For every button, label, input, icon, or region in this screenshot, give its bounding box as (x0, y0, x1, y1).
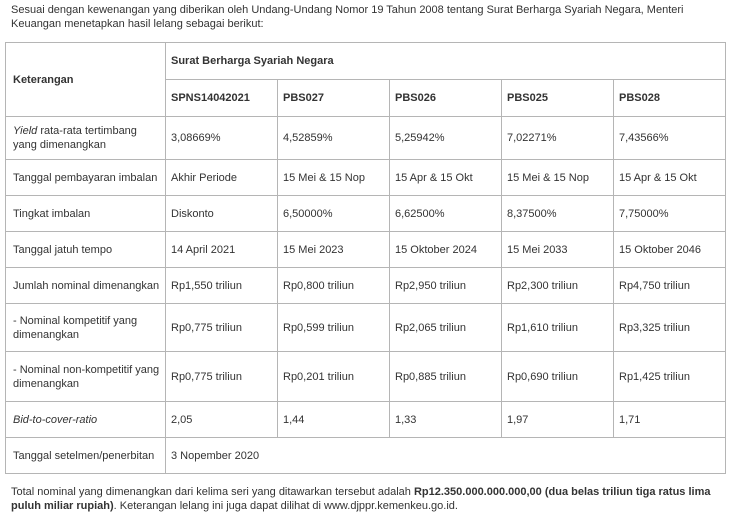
footer-paragraph (11, 485, 729, 513)
table-row (6, 232, 726, 268)
cell: Rp1,425 triliun (614, 352, 726, 402)
cell: 1,33 (390, 402, 502, 438)
settlement-label: Tanggal setelmen/penerbitan (6, 438, 166, 474)
cell: 15 Apr & 15 Okt (390, 160, 502, 196)
row-label (6, 117, 166, 160)
cell: Rp0,885 triliun (390, 352, 502, 402)
cell: Rp4,750 triliun (614, 268, 726, 304)
series-header: PBS027 (278, 80, 390, 117)
cell: 1,71 (614, 402, 726, 438)
row-label (6, 402, 166, 438)
cell: 8,37500% (502, 196, 614, 232)
settlement-row (6, 438, 726, 474)
table-row (6, 160, 726, 196)
group-header: Surat Berharga Syariah Negara (166, 43, 726, 80)
table-header-row (6, 43, 726, 80)
cell: Rp2,065 triliun (390, 304, 502, 352)
cell: 15 Oktober 2024 (390, 232, 502, 268)
cell: Rp0,599 triliun (278, 304, 390, 352)
cell: 15 Mei & 15 Nop (278, 160, 390, 196)
table-row (6, 268, 726, 304)
cell: 14 April 2021 (166, 232, 278, 268)
cell: Rp0,201 triliun (278, 352, 390, 402)
label-header: Keterangan (6, 43, 166, 117)
series-header: PBS028 (614, 80, 726, 117)
footer-text: Total nominal yang dimenangkan dari kelima seri yang ditawarkan tersebut adalah (11, 486, 414, 498)
cell: 3,08669% (166, 117, 278, 160)
cell: 15 Mei 2033 (502, 232, 614, 268)
auction-results-table (5, 42, 726, 474)
cell: 1,97 (502, 402, 614, 438)
cell: 4,52859% (278, 117, 390, 160)
row-label: - Nominal kompetitif yang dimenangkan (6, 304, 166, 352)
cell: 15 Oktober 2046 (614, 232, 726, 268)
row-label: Tanggal pembayaran imbalan (6, 160, 166, 196)
cell: Rp0,690 triliun (502, 352, 614, 402)
cell: Rp0,775 triliun (166, 304, 278, 352)
footer-text-end: . Keterangan lelang ini juga dapat dilihat di www.djppr.kemenkeu.go.id. (113, 500, 458, 512)
intro-paragraph: Sesuai dengan kewenangan yang diberikan oleh Undang-Undang Nomor 19 Tahun 2008 tentang Surat Berharga Syariah Negara, Menteri Keuangan menetapkan hasil lelang sebagai berikut: (11, 4, 684, 30)
series-header: SPNS14042021 (166, 80, 278, 117)
cell: Rp2,300 triliun (502, 268, 614, 304)
cell: 5,25942% (390, 117, 502, 160)
cell: Rp1,610 triliun (502, 304, 614, 352)
cell: 6,62500% (390, 196, 502, 232)
cell: Akhir Periode (166, 160, 278, 196)
cell: 7,43566% (614, 117, 726, 160)
row-label: Jumlah nominal dimenangkan (6, 268, 166, 304)
table-row (6, 304, 726, 352)
cell: 1,44 (278, 402, 390, 438)
cell: Rp0,800 triliun (278, 268, 390, 304)
cell: 7,02271% (502, 117, 614, 160)
series-header: PBS026 (390, 80, 502, 117)
cell: Rp0,775 triliun (166, 352, 278, 402)
row-label-italic: Bid-to-cover-ratio (13, 413, 98, 426)
table-row (6, 196, 726, 232)
cell: Rp2,950 triliun (390, 268, 502, 304)
table-row (6, 402, 726, 438)
row-label: Tingkat imbalan (6, 196, 166, 232)
series-header: PBS025 (502, 80, 614, 117)
cell: 2,05 (166, 402, 278, 438)
cell: 7,75000% (614, 196, 726, 232)
footer-total: Rp12.350.000.000.000,00 (dua belas triliun tiga ratus lima puluh miliar rupiah) (11, 486, 711, 512)
row-label-text: rata-rata tertimbang yang dimenangkan (13, 125, 137, 151)
cell: Rp3,325 triliun (614, 304, 726, 352)
settlement-value: 3 Nopember 2020 (166, 438, 726, 474)
cell: Rp1,550 triliun (166, 268, 278, 304)
row-label: - Nominal non-kompetitif yang dimenangkan (6, 352, 166, 402)
row-label: Tanggal jatuh tempo (6, 232, 166, 268)
cell: 15 Apr & 15 Okt (614, 160, 726, 196)
cell: 15 Mei 2023 (278, 232, 390, 268)
row-label-italic: Yield (13, 125, 38, 137)
cell: 15 Mei & 15 Nop (502, 160, 614, 196)
cell: 6,50000% (278, 196, 390, 232)
table-row (6, 117, 726, 160)
table-row (6, 352, 726, 402)
cell: Diskonto (166, 196, 278, 232)
